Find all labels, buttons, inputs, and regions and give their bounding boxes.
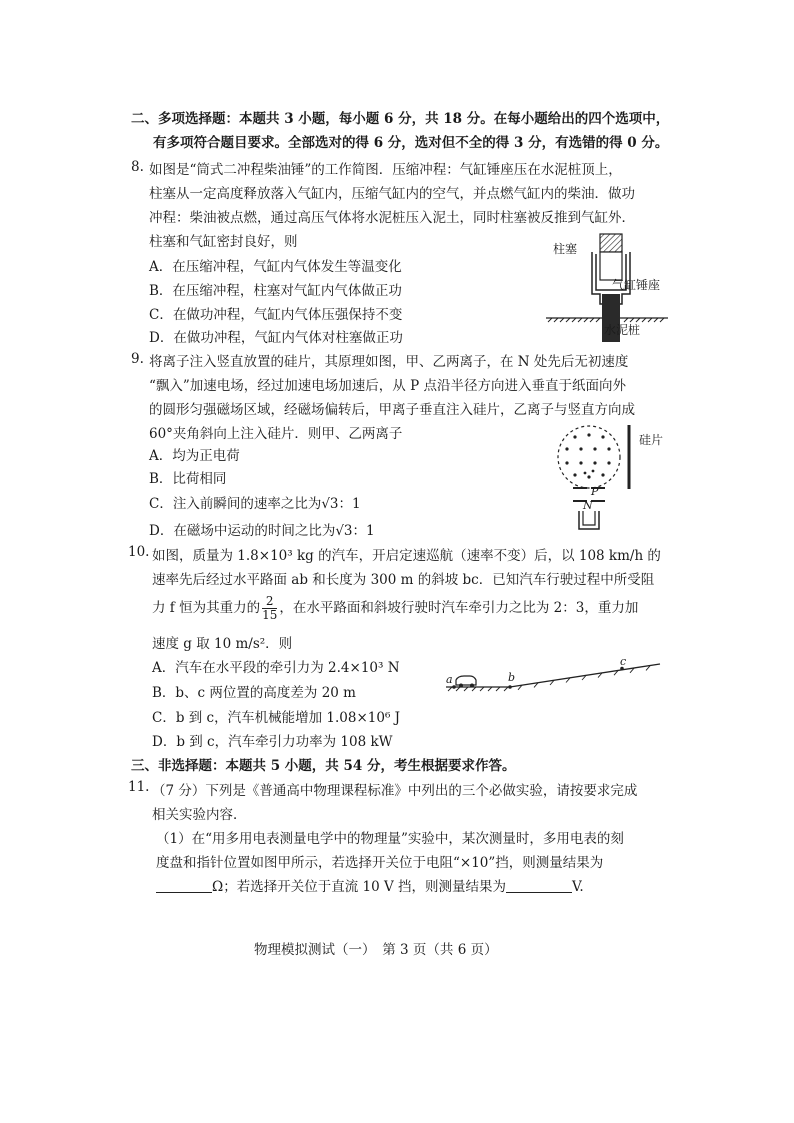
section-3-heading: 三、非选择题：本题共 5 小题，共 54 分，考生根据要求作答。 xyxy=(131,758,516,774)
q10-option-a: A．汽车在水平段的牵引力为 2.4×10³ N xyxy=(152,660,400,676)
q10-stem-line1: 如图，质量为 1.8×10³ kg 的汽车，开启定速巡航（速率不变）后，以 108 km/h 的 xyxy=(152,548,661,564)
page-footer: 物理模拟测试（一） 第 3 页（共 6 页） xyxy=(254,942,498,958)
label-piston: 柱塞 xyxy=(553,242,578,256)
slope-road xyxy=(510,664,660,687)
piston-hatched-top xyxy=(600,234,622,252)
q9-stem-line: 将离子注入竖直放置的硅片，其原理如图，甲、乙两离子，在 N 处先后无初速度 xyxy=(149,354,629,370)
label-b: b xyxy=(508,671,516,684)
q9-stem-line: “飘入”加速电场，经过加速电场加速后，从 P 点沿半径方向进入垂直于纸面向外 xyxy=(149,378,626,394)
q8-option-d: D．在做功冲程，气缸内气体对柱塞做正功 xyxy=(149,330,403,346)
car-body xyxy=(456,676,476,685)
q8-option-b: B．在压缩冲程，柱塞对气缸内气体做正功 xyxy=(149,283,402,299)
q11-stem-line2: 相关实验内容． xyxy=(152,807,247,823)
car-wheel xyxy=(459,684,463,688)
label-point-p: P xyxy=(591,485,599,498)
q9-option-d: D．在磁场中运动的时间之比为√3：1 xyxy=(149,523,375,539)
q8-stem-line: 如图是“筒式二冲程柴油锤”的工作简图．压缩冲程：气缸锤座压在水泥桩顶上， xyxy=(149,162,622,178)
q11-stem-line4: 度盘和指针位置如图甲所示，若选择开关位于电阻“×10”挡，则测量结果为 xyxy=(156,855,604,871)
q8-stem-line: 柱塞和气缸密封良好，则 xyxy=(149,234,298,250)
q9-stem-line: 60°夹角斜向上注入硅片．则甲、乙两离子 xyxy=(149,426,403,442)
q11-stem-line1: （7 分）下列是《普通高中物理课程标准》中列出的三个必做实验，请按要求完成 xyxy=(152,783,638,799)
section-2-heading-line2: 有多项符合题目要求。全部选对的得 6 分，选对但不全的得 3 分，有选错的得 0 分。 xyxy=(153,135,669,151)
label-a: a xyxy=(446,673,453,686)
label-point-n: N xyxy=(583,499,593,512)
label-cement-pile: 水泥桩 xyxy=(604,323,641,337)
diesel-hammer-diagram xyxy=(540,230,680,342)
answer-blank-voltage[interactable] xyxy=(506,878,572,893)
q8-number: 8. xyxy=(131,159,144,175)
label-cylinder-seat: 气缸锤座 xyxy=(612,278,661,292)
point-b-marker xyxy=(508,685,512,689)
q9-option-a: A．均为正电荷 xyxy=(149,448,240,464)
ion-injection-diagram xyxy=(545,425,675,535)
q10-line3-pre: 力 f 恒为其重力的 xyxy=(152,600,261,616)
q10-stem-line2: 速率先后经过水平路面 ab 和长度为 300 m 的斜坡 bc．已知汽车行驶过程中所受阻 xyxy=(152,572,655,588)
q10-stem-line3 xyxy=(152,595,638,622)
q8-option-a: A．在压缩冲程，气缸内气体发生等温变化 xyxy=(149,259,402,275)
q8-option-c: C．在做功冲程，气缸内气体压强保持不变 xyxy=(149,307,403,323)
q11-stem-line3: （1）在“用多用电表测量电学中的物理量”实验中，某次测量时，多用电表的刻 xyxy=(156,831,624,847)
q8-stem-line: 冲程：柴油被点燃，通过高压气体将水泥桩压入泥土，同时柱塞被反推到气缸外． xyxy=(149,210,635,226)
label-wafer: 硅片 xyxy=(639,433,664,447)
q11-stem-line5 xyxy=(156,875,584,895)
car-wheel xyxy=(470,684,474,688)
q9-number: 9. xyxy=(131,351,144,367)
section-2-heading-line1: 二、多项选择题：本题共 3 小题，每小题 6 分，共 18 分。在每小题给出的四个选项中， xyxy=(131,111,670,127)
fraction-two-fifteenths: $\frac{2}{15}$ xyxy=(262,594,278,622)
label-c: c xyxy=(620,655,627,668)
q9-stem-line: 的圆形匀强磁场区域，经磁场偏转后，甲离子垂直注入硅片，乙离子与竖直方向成 xyxy=(149,402,635,418)
point-a-marker xyxy=(452,685,456,689)
q11-line5-end: V. xyxy=(572,879,584,895)
car-slope-diagram xyxy=(440,655,670,697)
q10-line3-post: ，在水平路面和斜坡行驶时汽车牵引力之比为 2：3，重力加 xyxy=(279,600,639,616)
q10-option-b: B．b、c 两位置的高度差为 20 m xyxy=(152,685,356,701)
q10-number: 10. xyxy=(128,544,150,560)
q10-option-d: D．b 到 c，汽车牵引力功率为 108 kW xyxy=(152,734,393,750)
q9-option-b: B．比荷相同 xyxy=(149,471,227,487)
q11-number: 11. xyxy=(128,779,150,795)
q10-option-c: C．b 到 c，汽车机械能增加 1.08×10⁶ J xyxy=(152,710,401,726)
q11-line5-mid: Ω；若选择开关位于直流 10 V 挡，则测量结果为 xyxy=(212,879,506,895)
q9-option-c: C．注入前瞬间的速率之比为√3：1 xyxy=(149,496,361,512)
q8-stem-line: 柱塞从一定高度释放落入气缸内，压缩气缸内的空气，并点燃气缸内的柴油．做功 xyxy=(149,186,635,202)
answer-blank-resistance[interactable] xyxy=(156,878,212,893)
q10-stem-line4: 速度 g 取 10 m/s²．则 xyxy=(152,636,293,652)
